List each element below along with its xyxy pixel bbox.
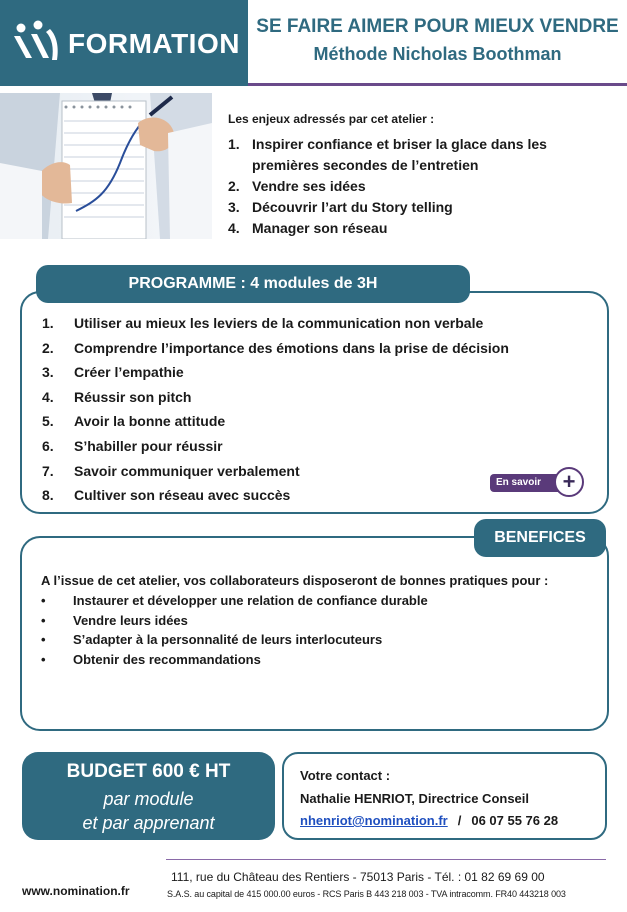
list-item [228, 176, 608, 197]
list-item [41, 650, 428, 670]
list-item-number: 7. [42, 462, 54, 479]
plus-icon: + [554, 467, 584, 497]
list-item-text: Savoir communiquer verbalement [74, 462, 300, 479]
list-item-number: 1. [42, 315, 54, 331]
header-title-block [248, 0, 627, 86]
contact-email-link[interactable]: nhenriot@nomination.fr [300, 813, 448, 828]
budget-per-learner: et par apprenant [82, 813, 215, 833]
list-item-text: S’habiller pour réussir [74, 437, 223, 454]
list-item [228, 134, 608, 176]
list-item-text: Inspirer confiance et briser la glace dans les premières secondes de l’entretien [252, 136, 547, 173]
list-item-text: Obtenir des recommandations [73, 651, 261, 667]
logo-icon [12, 18, 60, 64]
list-item-text: Utiliser au mieux les leviers de la communication non verbale [74, 315, 484, 331]
benefits-lead: A l’issue de cet atelier, vos collaborateurs disposeront de bonnes pratiques pour : [41, 573, 549, 588]
list-item-text: Réussir son pitch [74, 388, 192, 405]
intro-lead: Les enjeux adressés par cet atelier : [228, 112, 435, 126]
intro-list [228, 134, 608, 239]
list-item-text: Vendre ses idées [252, 178, 366, 194]
list-item-number: 4. [228, 220, 240, 236]
list-item-text: Avoir la bonne attitude [74, 413, 226, 430]
intro-section [228, 112, 608, 239]
contact-phone: 06 07 55 76 28 [471, 813, 559, 828]
learn-more-label: En savoir [490, 474, 582, 492]
programme-heading: PROGRAMME : 4 modules de 3H [36, 265, 470, 303]
contact-details [300, 813, 558, 828]
list-item [41, 611, 428, 631]
bullet-icon: • [41, 632, 46, 647]
list-item-text: Découvrir l’art du Story telling [252, 199, 453, 215]
page-subtitle: Méthode Nicholas Boothman [313, 44, 562, 64]
list-item-text: Vendre leurs idées [73, 612, 188, 628]
hero-photo [0, 93, 212, 239]
list-item-text: Comprendre l’importance des émotions dans la prise de décision [74, 339, 509, 356]
bullet-icon: • [41, 651, 46, 667]
budget-per-module: par module [103, 789, 194, 809]
list-item-number: 2. [42, 339, 54, 356]
footer-website: www.nomination.fr [22, 884, 130, 898]
learn-more-button[interactable] [490, 466, 590, 496]
list-item [42, 411, 582, 436]
list-item [42, 338, 582, 363]
list-item [42, 313, 582, 338]
list-item [41, 630, 428, 650]
brand-name: FORMATION [68, 28, 240, 59]
businessman-notepad-image [0, 93, 212, 239]
contact-box [282, 752, 607, 840]
list-item [228, 197, 608, 218]
list-item-number: 6. [42, 437, 54, 454]
budget-amount: BUDGET 600 € HT [66, 761, 231, 782]
list-item-text: Manager son réseau [252, 220, 388, 236]
list-item-number: 3. [42, 364, 54, 381]
contact-label: Votre contact : [300, 768, 391, 783]
footer-divider [166, 859, 606, 860]
list-item-number: 4. [42, 388, 54, 405]
page-title: SE FAIRE AIMER POUR MIEUX VENDRE [256, 16, 619, 37]
bullet-icon: • [41, 593, 46, 608]
header-brand-block [0, 0, 248, 86]
benefits-list [41, 591, 428, 669]
list-item-text: Cultiver son réseau avec succès [74, 487, 291, 504]
list-item [228, 218, 608, 239]
list-item-text: Instaurer et développer une relation de confiance durable [73, 593, 428, 608]
list-item-number: 8. [42, 487, 54, 504]
list-item [42, 436, 582, 461]
bullet-icon: • [41, 612, 46, 628]
list-item [41, 591, 428, 611]
list-item-number: 5. [42, 413, 54, 430]
list-item-text: S’adapter à la personnalité de leurs interlocuteurs [73, 632, 383, 647]
contact-separator: / [457, 813, 462, 828]
list-item [42, 387, 582, 412]
list-item-number: 3. [228, 199, 240, 215]
list-item [42, 362, 582, 387]
footer-address: 111, rue du Château des Rentiers - 75013 Paris - Tél. : 01 82 69 69 00 [171, 870, 545, 884]
contact-name: Nathalie HENRIOT, Directrice Conseil [300, 791, 530, 806]
list-item-number: 1. [228, 136, 240, 152]
list-item-number: 2. [228, 178, 240, 194]
benefits-heading: BENEFICES [474, 519, 606, 557]
list-item-text: Créer l’empathie [74, 364, 184, 381]
footer-legal: S.A.S. au capital de 415 000.00 euros - RCS Paris B 443 218 003 - TVA intracomm. FR40 443218 003 [167, 889, 566, 899]
budget-box [22, 752, 275, 840]
